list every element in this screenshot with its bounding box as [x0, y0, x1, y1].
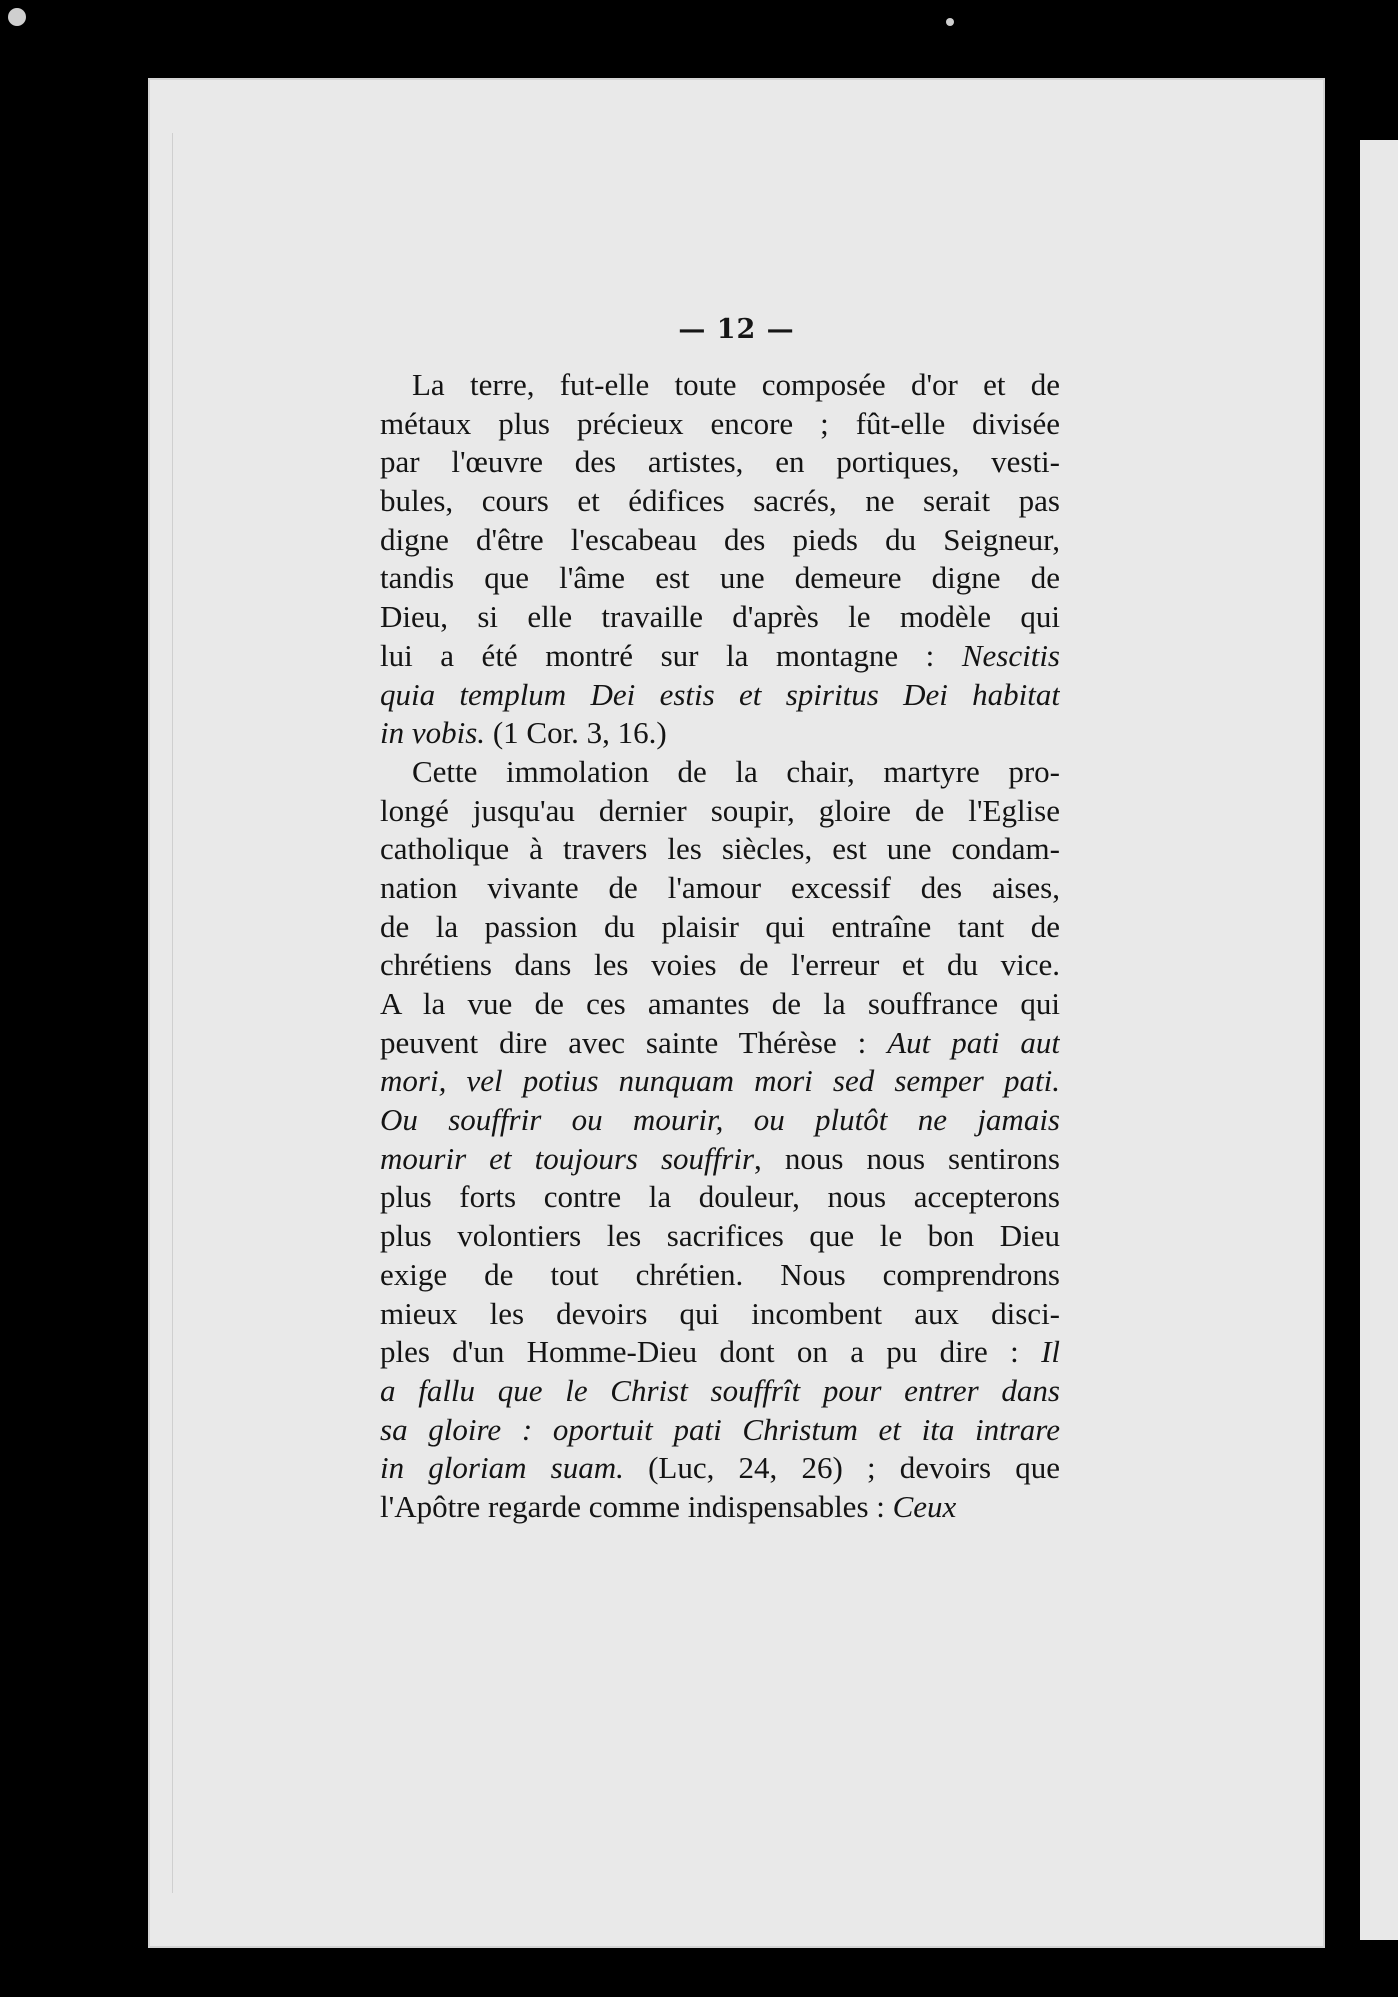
text-run: exige de tout chrétien. Nous comprendrons	[380, 1256, 1060, 1292]
italic-text: in vobis.	[380, 715, 486, 751]
text-run: lui a été montré sur la montagne :	[380, 637, 962, 673]
text-line	[380, 1333, 1060, 1372]
text-run: tandis que l'âme est une demeure digne de	[380, 560, 1060, 596]
text-line	[380, 1140, 1060, 1179]
italic-text: Ceux	[892, 1488, 957, 1524]
text-line	[380, 598, 1060, 637]
text-line	[380, 1372, 1060, 1411]
text-line	[380, 637, 1060, 676]
book-page	[148, 78, 1325, 1948]
text-run: A la vue de ces amantes de la souffrance qui	[380, 986, 1060, 1021]
text-run: de la passion du plaisir qui entraîne tant de	[380, 908, 1060, 944]
text-line	[380, 1101, 1060, 1140]
text-run: digne d'être l'escabeau des pieds du Seigneur,	[380, 521, 1060, 557]
adjacent-page-edge	[1360, 140, 1398, 1940]
italic-text: Nescitis	[961, 637, 1060, 673]
italic-text: in gloriam suam.	[380, 1450, 624, 1486]
text-line	[380, 908, 1060, 947]
text-line	[380, 1449, 1060, 1488]
text-run: , nous nous sentirons	[754, 1140, 1060, 1176]
scan-speck	[8, 8, 26, 26]
text-line	[380, 482, 1060, 521]
text-line	[380, 1024, 1060, 1063]
text-line	[380, 443, 1060, 482]
text-run: Cette immolation de la chair, martyre pro-	[412, 753, 1060, 789]
text-run: ples d'un Homme-Dieu dont on a pu dire :	[380, 1334, 1042, 1370]
text-run: métaux plus précieux encore ; fût-elle divisée	[380, 405, 1060, 441]
text-run: plus volontiers les sacrifices que le bon Dieu	[380, 1218, 1060, 1254]
page-fold-edge	[148, 133, 173, 1893]
italic-text: Il	[1041, 1334, 1060, 1370]
italic-text: mori, vel potius nunquam mori sed semper pati.	[380, 1063, 1060, 1099]
text-run: par l'œuvre des artistes, en portiques, vesti-	[380, 444, 1060, 480]
italic-text: Ou souffrir ou mourir, ou plutôt ne jamais	[380, 1102, 1060, 1138]
page-number: — 12 —	[678, 314, 795, 345]
text-line	[380, 946, 1060, 985]
italic-text: quia templum Dei estis et spiritus Dei habitat	[380, 676, 1060, 712]
text-run: bules, cours et édifices sacrés, ne serait pas	[380, 483, 1060, 519]
text-line	[380, 1256, 1060, 1295]
text-run: l'Apôtre regarde comme indispensables :	[380, 1488, 893, 1524]
text-line	[380, 830, 1060, 869]
text-line	[380, 366, 1060, 405]
text-line	[380, 985, 1060, 1024]
text-line	[380, 1411, 1060, 1450]
text-line	[380, 676, 1060, 715]
text-run: mieux les devoirs qui incombent aux disci-	[380, 1295, 1060, 1331]
text-run: chrétiens dans les voies de l'erreur et du vice.	[380, 947, 1060, 983]
text-line	[380, 1217, 1060, 1256]
text-line	[380, 1178, 1060, 1217]
text-line	[380, 1062, 1060, 1101]
italic-text: mourir et toujours souffrir	[380, 1140, 755, 1176]
text-run: La terre, fut-elle toute composée d'or et de	[412, 367, 1060, 402]
text-line	[380, 521, 1060, 560]
text-line	[380, 1488, 1060, 1527]
text-line	[380, 559, 1060, 598]
text-run: nation vivante de l'amour excessif des aises,	[380, 869, 1060, 905]
text-run: (1 Cor. 3, 16.)	[485, 715, 667, 751]
text-line	[380, 753, 1060, 792]
scan-speck	[946, 18, 954, 26]
italic-text: sa gloire : oportuit pati Christum et ita intrare	[380, 1411, 1060, 1447]
italic-text: a fallu que le Christ souffrît pour entrer dans	[380, 1372, 1060, 1408]
text-line	[380, 405, 1060, 444]
body-text	[380, 366, 1060, 1686]
text-run: (Luc, 24, 26) ; devoirs que	[623, 1450, 1060, 1486]
text-run: peuvent dire avec sainte Thérèse :	[380, 1024, 888, 1060]
text-run: catholique à travers les siècles, est une condam-	[380, 831, 1060, 867]
text-run: plus forts contre la douleur, nous accepterons	[380, 1179, 1060, 1215]
text-run: longé jusqu'au dernier soupir, gloire de l'Eglise	[380, 792, 1060, 828]
text-run: Dieu, si elle travaille d'après le modèle qui	[380, 599, 1060, 635]
text-line	[380, 792, 1060, 831]
italic-text: Aut pati aut	[887, 1024, 1060, 1060]
text-line	[380, 1295, 1060, 1334]
text-line	[380, 714, 1060, 753]
text-line	[380, 869, 1060, 908]
